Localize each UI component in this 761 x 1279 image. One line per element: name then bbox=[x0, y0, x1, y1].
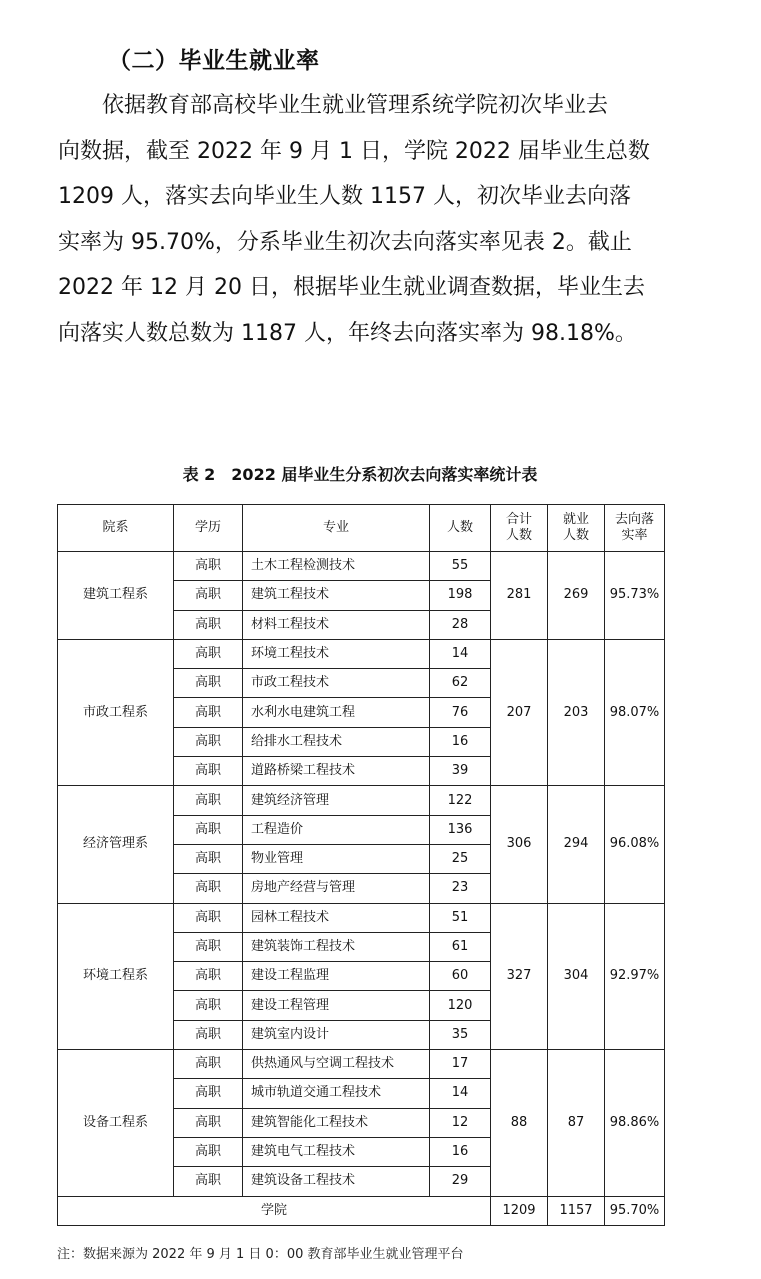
major-count: 51 bbox=[430, 903, 491, 932]
edu-level: 高职 bbox=[174, 1167, 243, 1196]
edu-level: 高职 bbox=[174, 610, 243, 639]
dept-rate: 92.97% bbox=[605, 903, 665, 1049]
header-dept: 院系 bbox=[58, 505, 174, 552]
major-name: 建筑工程技术 bbox=[243, 581, 430, 610]
dept-total: 88 bbox=[491, 1050, 548, 1196]
header-total: 合计 人数 bbox=[491, 505, 548, 552]
table-body bbox=[58, 552, 665, 1197]
table-title: 表 2 2022 届毕业生分系初次去向落实率统计表 bbox=[182, 465, 538, 484]
major-count: 25 bbox=[430, 844, 491, 873]
major-count: 29 bbox=[430, 1167, 491, 1196]
edu-level: 高职 bbox=[174, 874, 243, 903]
major-name: 园林工程技术 bbox=[243, 903, 430, 932]
table-row bbox=[58, 786, 665, 815]
major-name: 物业管理 bbox=[243, 844, 430, 873]
dept-rate: 98.07% bbox=[605, 639, 665, 785]
edu-level: 高职 bbox=[174, 903, 243, 932]
employment-stats-table bbox=[57, 504, 665, 1226]
major-name: 道路桥梁工程技术 bbox=[243, 757, 430, 786]
major-name: 建设工程监理 bbox=[243, 962, 430, 991]
major-name: 工程造价 bbox=[243, 815, 430, 844]
edu-level: 高职 bbox=[174, 1050, 243, 1079]
major-name: 建筑设备工程技术 bbox=[243, 1167, 430, 1196]
dept-name: 环境工程系 bbox=[58, 903, 174, 1049]
major-count: 55 bbox=[430, 552, 491, 581]
major-name: 材料工程技术 bbox=[243, 610, 430, 639]
dept-total: 327 bbox=[491, 903, 548, 1049]
major-name: 建筑经济管理 bbox=[243, 786, 430, 815]
edu-level: 高职 bbox=[174, 786, 243, 815]
header-rate: 去向落 实率 bbox=[605, 505, 665, 552]
edu-level: 高职 bbox=[174, 1020, 243, 1049]
major-count: 14 bbox=[430, 1079, 491, 1108]
summary-rate: 95.70% bbox=[605, 1196, 665, 1225]
major-count: 61 bbox=[430, 932, 491, 961]
dept-rate: 95.73% bbox=[605, 552, 665, 640]
major-count: 16 bbox=[430, 727, 491, 756]
major-count: 122 bbox=[430, 786, 491, 815]
edu-level: 高职 bbox=[174, 552, 243, 581]
major-name: 房地产经营与管理 bbox=[243, 874, 430, 903]
major-count: 17 bbox=[430, 1050, 491, 1079]
header-employed: 就业 人数 bbox=[548, 505, 605, 552]
paragraph-line: 1209 人，落实去向毕业生人数 1157 人，初次毕业去向落 bbox=[58, 184, 631, 209]
dept-employed: 304 bbox=[548, 903, 605, 1049]
header-edu: 学历 bbox=[174, 505, 243, 552]
major-name: 供热通风与空调工程技术 bbox=[243, 1050, 430, 1079]
edu-level: 高职 bbox=[174, 727, 243, 756]
table-row bbox=[58, 639, 665, 668]
summary-label: 学院 bbox=[58, 1196, 491, 1225]
major-name: 建筑室内设计 bbox=[243, 1020, 430, 1049]
paragraph-line: 向数据，截至 2022 年 9 月 1 日，学院 2022 届毕业生总数 bbox=[58, 138, 650, 164]
paragraph-line: 实率为 95.70%，分系毕业生初次去向落实率见表 2。截止 bbox=[58, 229, 632, 255]
major-name: 城市轨道交通工程技术 bbox=[243, 1079, 430, 1108]
major-name: 市政工程技术 bbox=[243, 669, 430, 698]
table-row bbox=[58, 903, 665, 932]
edu-level: 高职 bbox=[174, 1108, 243, 1137]
header-major: 专业 bbox=[243, 505, 430, 552]
edu-level: 高职 bbox=[174, 844, 243, 873]
major-count: 76 bbox=[430, 698, 491, 727]
major-name: 建筑智能化工程技术 bbox=[243, 1108, 430, 1137]
edu-level: 高职 bbox=[174, 1079, 243, 1108]
edu-level: 高职 bbox=[174, 815, 243, 844]
major-name: 给排水工程技术 bbox=[243, 727, 430, 756]
paragraph-line: 向落实人数总数为 1187 人，年终去向落实率为 98.18%。 bbox=[58, 320, 637, 346]
dept-name: 经济管理系 bbox=[58, 786, 174, 903]
table-row bbox=[58, 1050, 665, 1079]
edu-level: 高职 bbox=[174, 1137, 243, 1166]
major-count: 39 bbox=[430, 757, 491, 786]
edu-level: 高职 bbox=[174, 757, 243, 786]
source-note: 注：数据来源为 2022 年 9 月 1 日 0：00 教育部毕业生就业管理平台 bbox=[57, 1247, 464, 1262]
dept-employed: 269 bbox=[548, 552, 605, 640]
edu-level: 高职 bbox=[174, 698, 243, 727]
edu-level: 高职 bbox=[174, 639, 243, 668]
edu-level: 高职 bbox=[174, 932, 243, 961]
dept-total: 207 bbox=[491, 639, 548, 785]
table-row bbox=[58, 552, 665, 581]
major-count: 35 bbox=[430, 1020, 491, 1049]
major-count: 12 bbox=[430, 1108, 491, 1137]
dept-name: 建筑工程系 bbox=[58, 552, 174, 640]
summary-total: 1209 bbox=[491, 1196, 548, 1225]
major-count: 16 bbox=[430, 1137, 491, 1166]
summary-employed: 1157 bbox=[548, 1196, 605, 1225]
edu-level: 高职 bbox=[174, 581, 243, 610]
dept-name: 市政工程系 bbox=[58, 639, 174, 785]
major-count: 60 bbox=[430, 962, 491, 991]
header-count: 人数 bbox=[430, 505, 491, 552]
dept-rate: 96.08% bbox=[605, 786, 665, 903]
dept-total: 281 bbox=[491, 552, 548, 640]
major-name: 环境工程技术 bbox=[243, 639, 430, 668]
major-count: 28 bbox=[430, 610, 491, 639]
paragraph-line: 依据教育部高校毕业生就业管理系统学院初次毕业去 bbox=[102, 93, 609, 118]
major-name: 建筑装饰工程技术 bbox=[243, 932, 430, 961]
major-count: 14 bbox=[430, 639, 491, 668]
dept-name: 设备工程系 bbox=[58, 1050, 174, 1196]
major-count: 62 bbox=[430, 669, 491, 698]
dept-employed: 87 bbox=[548, 1050, 605, 1196]
major-count: 136 bbox=[430, 815, 491, 844]
major-name: 建筑电气工程技术 bbox=[243, 1137, 430, 1166]
major-name: 建设工程管理 bbox=[243, 991, 430, 1020]
edu-level: 高职 bbox=[174, 991, 243, 1020]
dept-total: 306 bbox=[491, 786, 548, 903]
major-count: 23 bbox=[430, 874, 491, 903]
table-header bbox=[58, 505, 665, 552]
summary-row bbox=[58, 1196, 665, 1225]
dept-rate: 98.86% bbox=[605, 1050, 665, 1196]
major-count: 198 bbox=[430, 581, 491, 610]
section-paragraph bbox=[58, 83, 678, 356]
major-name: 土木工程检测技术 bbox=[243, 552, 430, 581]
dept-employed: 294 bbox=[548, 786, 605, 903]
major-name: 水利水电建筑工程 bbox=[243, 698, 430, 727]
section-heading: （二）毕业生就业率 bbox=[108, 48, 320, 74]
paragraph-line: 2022 年 12 月 20 日，根据毕业生就业调查数据，毕业生去 bbox=[58, 275, 645, 300]
edu-level: 高职 bbox=[174, 669, 243, 698]
edu-level: 高职 bbox=[174, 962, 243, 991]
major-count: 120 bbox=[430, 991, 491, 1020]
dept-employed: 203 bbox=[548, 639, 605, 785]
